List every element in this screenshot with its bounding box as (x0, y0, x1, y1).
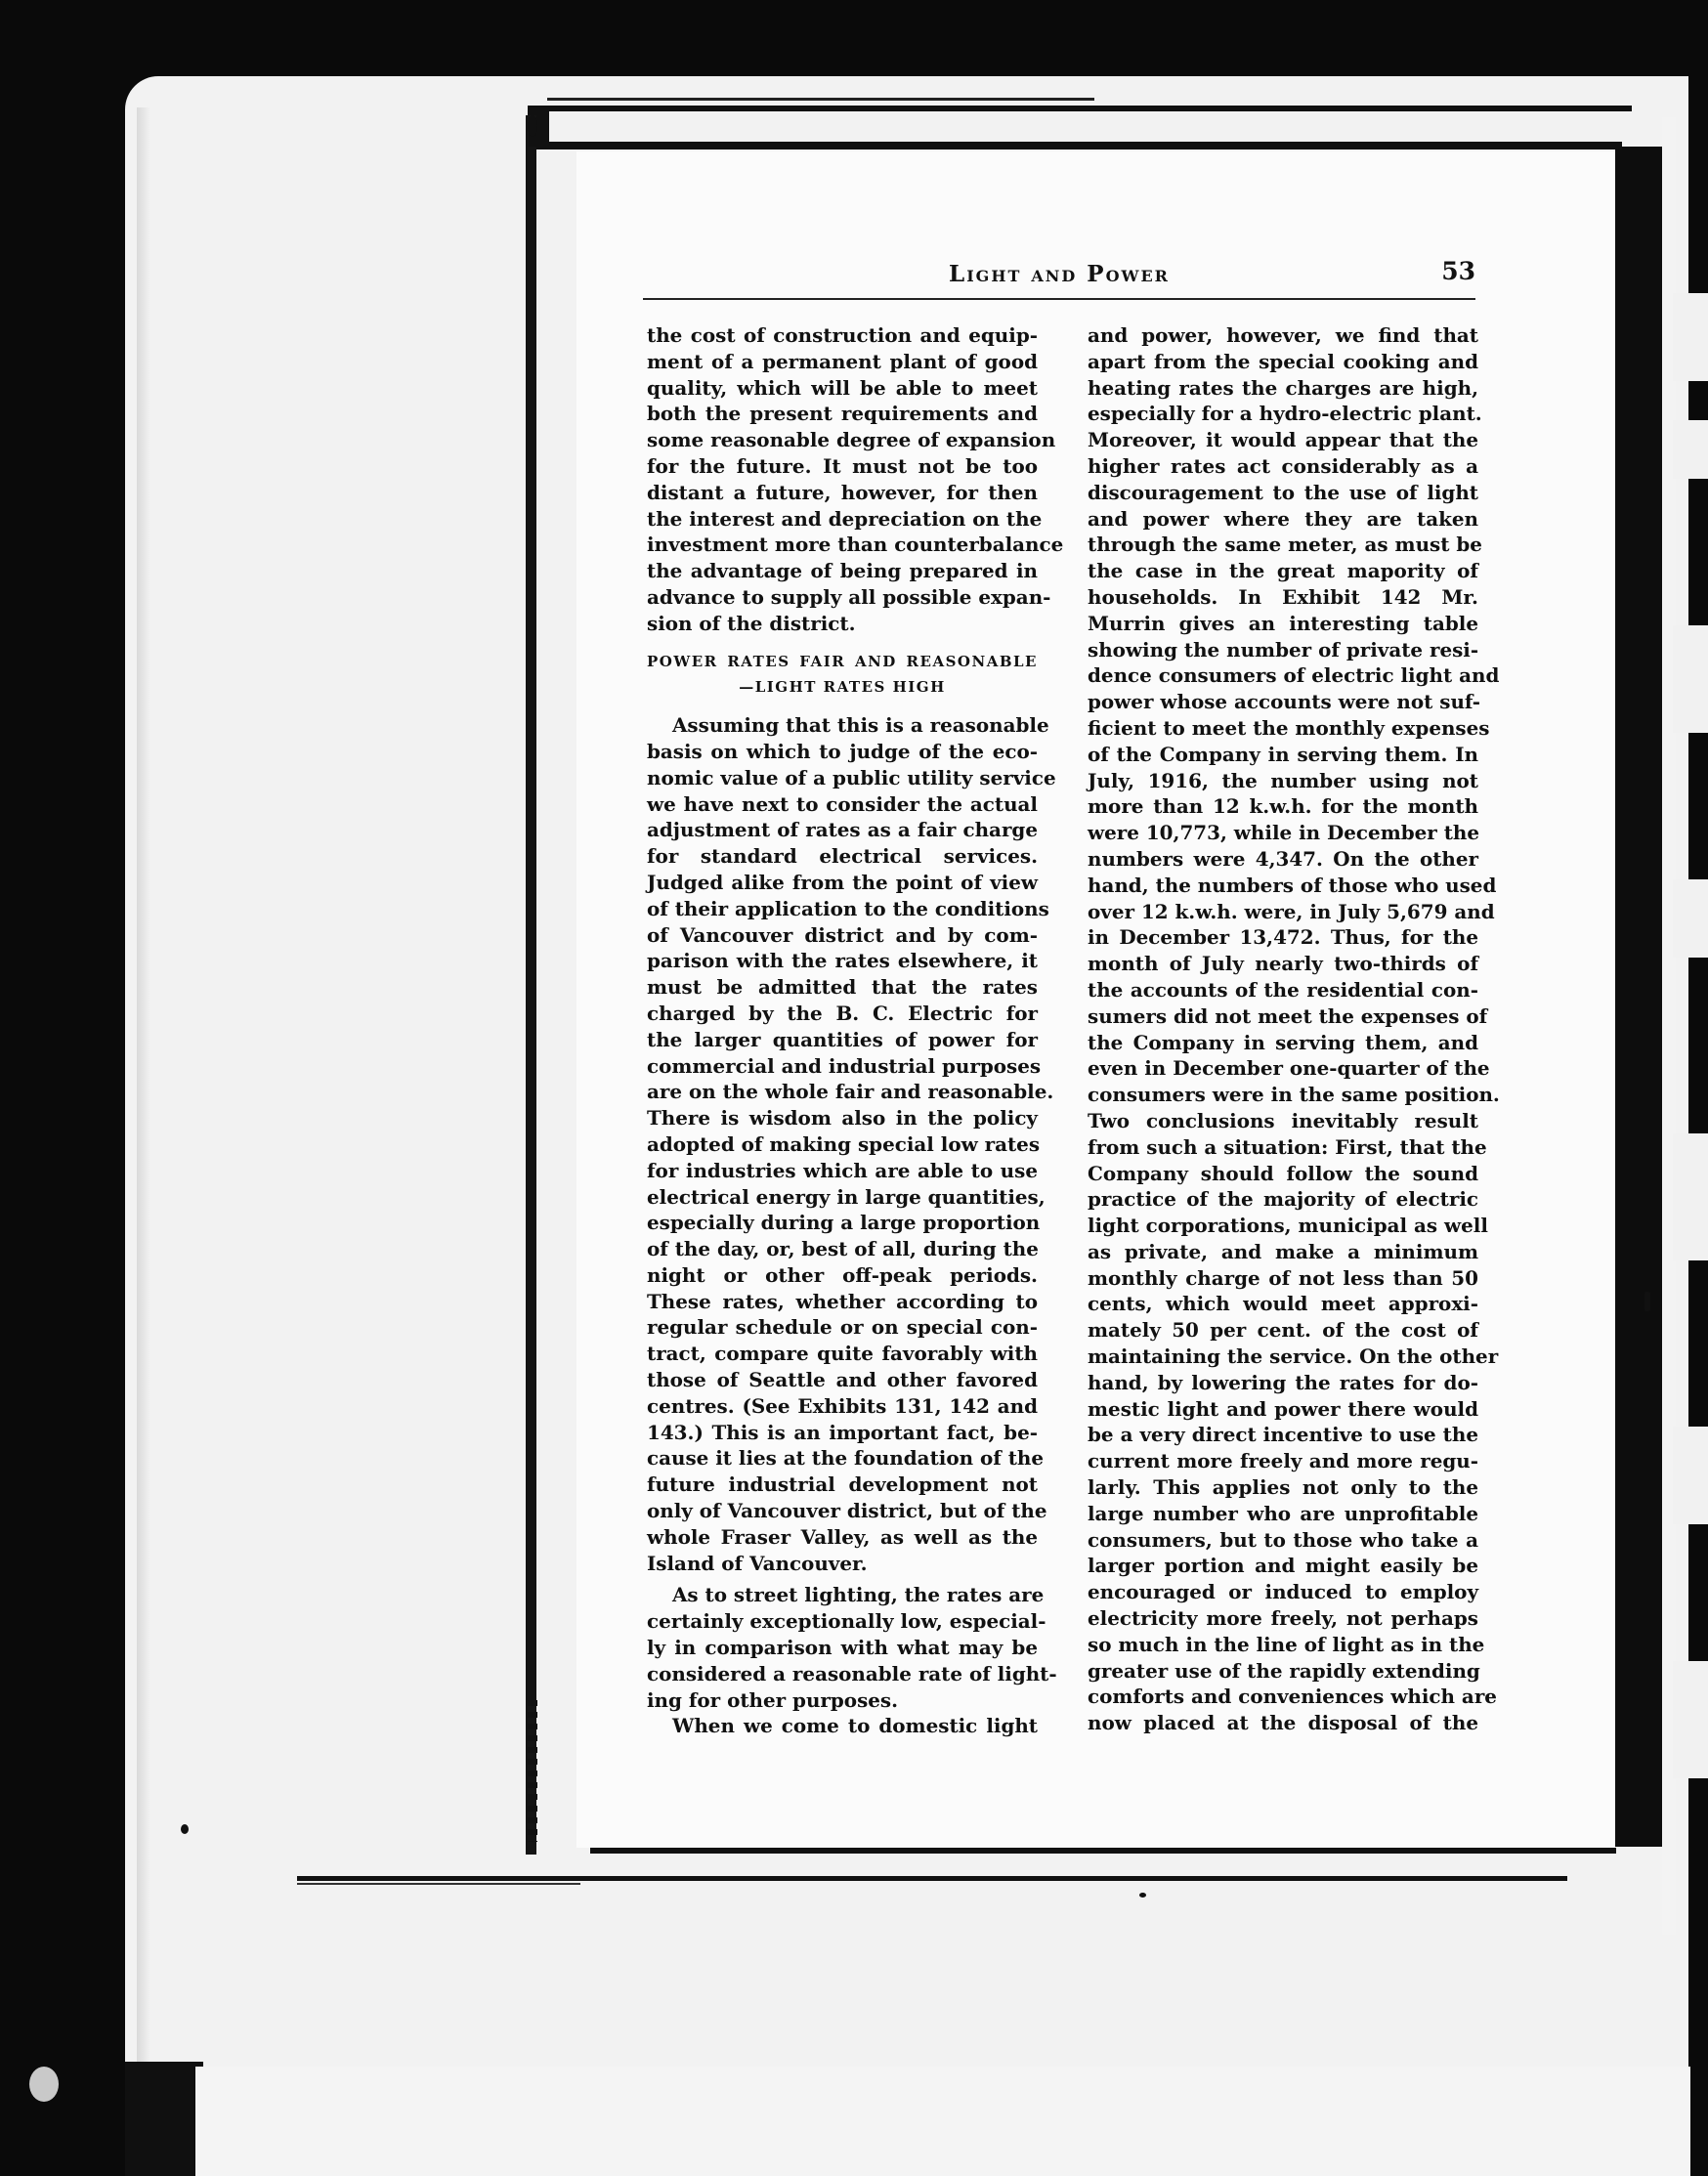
text-line: electrical energy in large quantities, (647, 1184, 1046, 1209)
left-dotted-margin (528, 1700, 537, 1842)
text-line: larly. This applies not only to the (1088, 1475, 1478, 1500)
text-line: some reasonable degree of expansion (647, 428, 1056, 452)
text-line: adjustment of rates as a fair charge (647, 818, 1038, 842)
text-line: Judged alike from the point of view (647, 870, 1038, 894)
edge-tab (1673, 625, 1708, 733)
edge-tab (1673, 1427, 1708, 1524)
text-line: When we come to domestic light (672, 1714, 1038, 1738)
text-line: higher rates act considerably as a (1088, 453, 1478, 478)
text-line: charged by the B. C. Electric for (647, 1001, 1038, 1025)
text-line: monthly charge of not less than 50 (1088, 1265, 1478, 1290)
top-rule (528, 106, 1632, 111)
text-line: consumers were in the same position. (1088, 1083, 1500, 1107)
text-line: comforts and conveniences which are (1088, 1685, 1497, 1709)
edge-tab (1673, 1661, 1708, 1778)
text-line: consumers, but to those who take a (1088, 1527, 1478, 1552)
right-margin-mark (1644, 1292, 1650, 1311)
text-line: especially during a large proportion (647, 1211, 1041, 1235)
text-line: basis on which to judge of the eco- (647, 739, 1038, 763)
text-line: July, 1916, the number using not (1088, 768, 1478, 792)
text-line: must be admitted that the rates (647, 975, 1038, 1000)
text-line: distant a future, however, for then (647, 480, 1038, 504)
text-line: light corporations, municipal as well (1088, 1214, 1488, 1238)
text-line: ing for other purposes. (647, 1687, 899, 1712)
text-line: mately 50 per cent. of the cost of (1088, 1318, 1478, 1343)
edge-tab (1673, 293, 1708, 381)
outer-sheet-edge (137, 107, 150, 2062)
text-line: apart from the special cooking and (1088, 349, 1478, 373)
text-line: cause it lies at the foundation of the (647, 1446, 1045, 1471)
text-line: 143.) This is an important fact, be- (647, 1420, 1038, 1444)
running-head-title: Light and Power (949, 261, 1170, 287)
right-dark-edge (1615, 147, 1662, 1847)
text-line: adopted of making special low rates (647, 1131, 1041, 1156)
text-line: of the day, or, best of all, during the (647, 1237, 1039, 1261)
top-left-dot (528, 115, 537, 137)
text-line: night or other off-peak periods. (647, 1262, 1038, 1287)
lower-sheet-rule (297, 1876, 1567, 1881)
edge-tab (1673, 1133, 1708, 1260)
text-line: households. In Exhibit 142 Mr. (1088, 584, 1478, 609)
text-line: Moreover, it would appear that the (1088, 428, 1478, 452)
text-line: discouragement to the use of light (1088, 480, 1478, 504)
text-line: more than 12 k.w.h. for the month (1088, 794, 1478, 819)
text-line: greater use of the rapidly extending (1088, 1658, 1480, 1683)
left-margin-dot (181, 1824, 189, 1834)
text-line: practice of the majority of electric (1088, 1187, 1478, 1212)
running-head (643, 257, 1475, 298)
text-line: the Company in serving them, and (1088, 1030, 1478, 1054)
bottom-dark-corner (125, 2062, 203, 2176)
text-line: numbers were 4,347. On the other (1088, 846, 1478, 871)
text-line: month of July nearly two-thirds of (1088, 952, 1478, 976)
right-text-column (1088, 322, 1500, 1736)
text-line: so much in the line of light as in the (1088, 1632, 1485, 1656)
text-line: sion of the district. (647, 611, 856, 635)
text-line: parison with the rates elsewhere, it (647, 949, 1038, 973)
text-line: from such a situation: First, that the (1088, 1134, 1487, 1159)
text-line: mestic light and power there would (1088, 1396, 1478, 1421)
text-line: tract, compare quite favorably with (647, 1342, 1038, 1366)
text-line: power whose accounts were not suf- (1088, 690, 1481, 714)
text-line: the larger quantities of power for (647, 1027, 1038, 1051)
text-line: showing the number of private resi- (1088, 637, 1479, 661)
edge-tab (1673, 420, 1708, 479)
text-line: large number who are unprofitable (1088, 1501, 1478, 1525)
text-line: now placed at the disposal of the (1088, 1711, 1478, 1735)
text-line: were 10,773, while in December the (1088, 821, 1480, 845)
text-line: ly in comparison with what may be (647, 1636, 1038, 1660)
text-line: in December 13,472. Thus, for the (1088, 925, 1478, 950)
text-line: quality, which will be able to meet (647, 375, 1038, 400)
text-line: There is wisdom also in the policy (647, 1106, 1038, 1131)
text-line: for industries which are able to use (647, 1158, 1038, 1182)
text-line: centres. (See Exhibits 131, 142 and (647, 1393, 1038, 1418)
text-line: especially for a hydro-electric plant. (1088, 402, 1482, 426)
text-line: through the same meter, as must be (1088, 533, 1482, 557)
text-line: and power, however, we find that (1088, 323, 1478, 347)
running-head-rule (643, 298, 1475, 300)
text-line: of Vancouver district and by com- (647, 922, 1038, 947)
text-line: ment of a permanent plant of good (647, 349, 1038, 373)
edge-tab (1673, 879, 1708, 958)
text-line: Island of Vancouver. (647, 1551, 868, 1575)
text-line: considered a reasonable rate of light- (647, 1661, 1057, 1685)
left-text-column (647, 322, 1064, 1739)
text-line: maintaining the service. On the other (1088, 1344, 1499, 1369)
text-line: the interest and depreciation on the (647, 506, 1043, 531)
text-line: and power where they are taken (1088, 506, 1478, 531)
bottom-right-dash (1480, 1849, 1517, 1852)
text-line: whole Fraser Valley, as well as the (647, 1524, 1038, 1549)
text-line: regular schedule or on special con- (647, 1315, 1038, 1340)
text-line: hand, the numbers of those who used (1088, 873, 1497, 897)
text-line: These rates, whether according to (647, 1289, 1038, 1313)
text-line: for the future. It must not be too (647, 453, 1038, 478)
lower-sheet-rule-thin (297, 1883, 580, 1885)
text-line: commercial and industrial purposes (647, 1053, 1042, 1078)
text-line: even in December one-quarter of the (1088, 1056, 1490, 1081)
section-heading-line: —LIGHT RATES HIGH (739, 678, 946, 697)
text-line: Company should follow the sound (1088, 1161, 1478, 1185)
text-line: hand, by lowering the rates for do- (1088, 1370, 1478, 1394)
text-line: investment more than counterbalance (647, 533, 1064, 557)
paragraph-gap (647, 701, 1038, 712)
text-line: Murrin gives an interesting table (1088, 611, 1478, 635)
text-line: As to street lighting, the rates are (672, 1583, 1045, 1607)
bottom-dot (1139, 1893, 1146, 1898)
top-rule-thin (547, 98, 1094, 101)
page-number: 53 (1441, 257, 1475, 285)
text-line: of the Company in serving them. In (1088, 742, 1478, 766)
lower-paper-strip (195, 2067, 1690, 2176)
text-line: electricity more freely, not perhaps (1088, 1606, 1478, 1631)
book-page (576, 151, 1615, 1848)
text-line: we have next to consider the actual (647, 791, 1038, 816)
text-line: future industrial development not (647, 1472, 1038, 1497)
text-line: the advantage of being prepared in (647, 559, 1038, 583)
page-bottom-rule (590, 1848, 1616, 1854)
text-line: encouraged or induced to employ (1088, 1580, 1478, 1604)
text-line: those of Seattle and other favored (647, 1368, 1038, 1392)
text-line: cents, which would meet approxi- (1088, 1292, 1478, 1316)
text-line: of their application to the conditions (647, 896, 1049, 920)
text-line: Two conclusions inevitably result (1088, 1108, 1478, 1132)
text-line: as private, and make a minimum (1088, 1239, 1478, 1263)
text-line: both the present requirements and (647, 402, 1038, 426)
text-line: the case in the great mapority of (1088, 559, 1478, 583)
text-line: over 12 k.w.h. were, in July 5,679 and (1088, 899, 1495, 923)
text-line: the accounts of the residential con- (1088, 977, 1478, 1002)
text-line: be a very direct incentive to use the (1088, 1423, 1478, 1447)
text-line: nomic value of a public utility service (647, 765, 1056, 789)
page-top-rule (528, 142, 1622, 149)
text-line: heating rates the charges are high, (1088, 375, 1478, 400)
section-heading-line: POWER RATES FAIR AND REASONABLE (647, 652, 1038, 670)
text-line: the cost of construction and equip- (647, 323, 1038, 347)
paragraph-gap (647, 637, 1038, 649)
text-line: sumers did not meet the expenses of (1088, 1003, 1488, 1028)
text-line: are on the whole fair and reasonable. (647, 1080, 1054, 1104)
text-line: for standard electrical services. (647, 844, 1038, 869)
text-line: certainly exceptionally low, especial- (647, 1609, 1046, 1634)
page-left-border (526, 115, 536, 1855)
text-line: Assuming that this is a reasonable (672, 713, 1049, 738)
text-line: advance to supply all possible expan- (647, 584, 1051, 609)
text-line: current more freely and more regu- (1088, 1449, 1478, 1473)
bottom-left-smudge (29, 2067, 59, 2102)
text-line: ficient to meet the monthly expenses (1088, 715, 1490, 740)
text-line: dence consumers of electric light and (1088, 663, 1500, 688)
text-line: larger portion and might easily be (1088, 1554, 1478, 1578)
text-line: only of Vancouver district, but of the (647, 1499, 1047, 1523)
